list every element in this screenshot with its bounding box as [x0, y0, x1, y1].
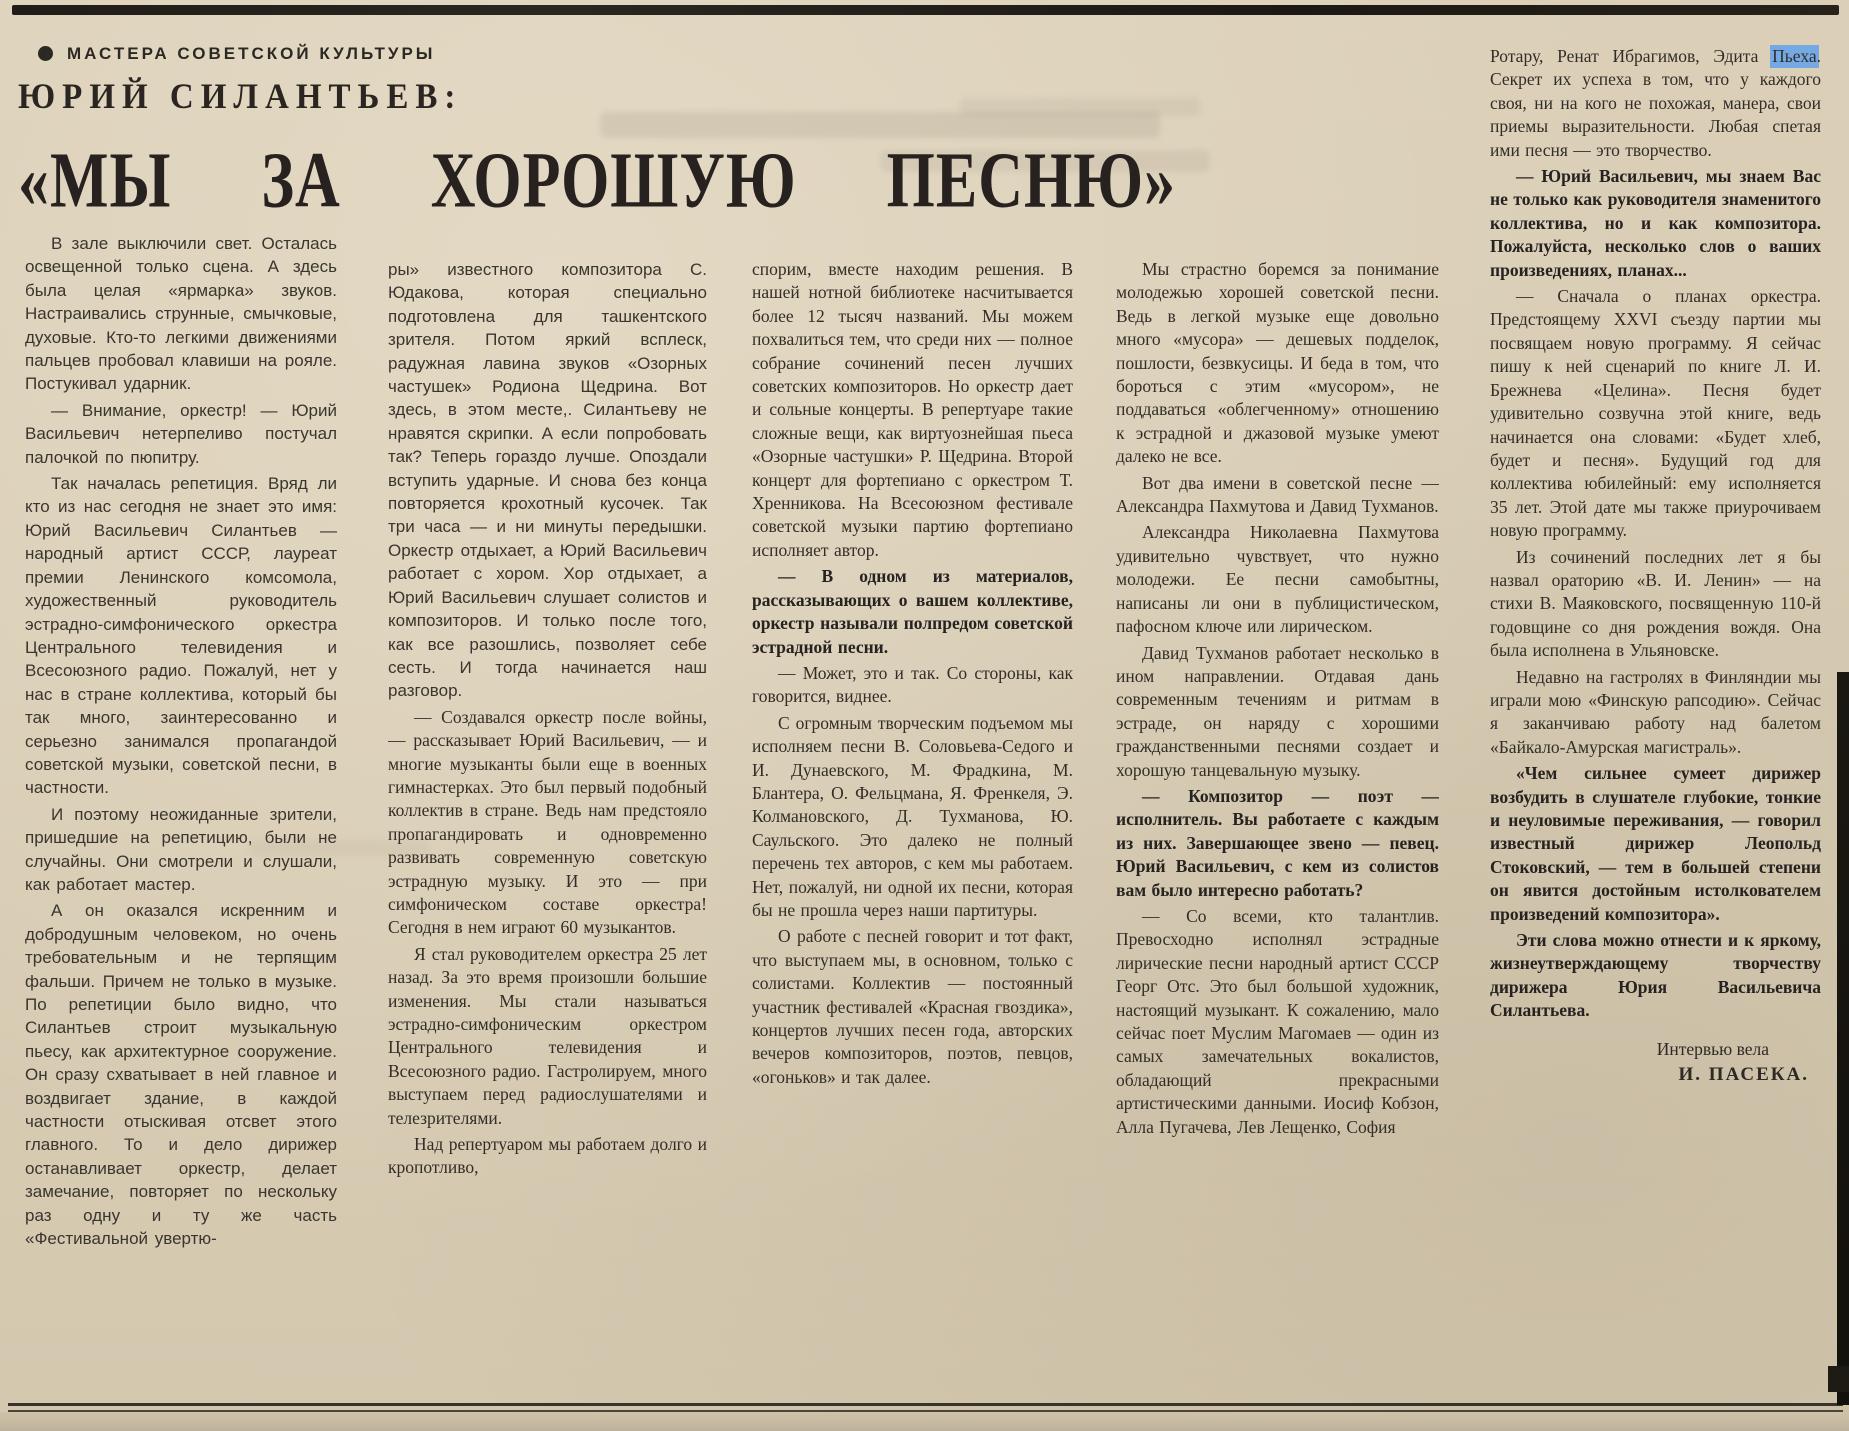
paragraph: — Внимание, оркестр! — Юрий Васильевич нетерпеливо постучал палочкой по пюпитру. [25, 400, 337, 467]
headline-word: ХОРОШУЮ [430, 137, 797, 225]
text-column-4 [1116, 258, 1439, 1395]
text-column-1 [25, 232, 337, 1395]
paragraph: — В одном из материалов, рассказывающих о вашем коллективе, оркестр называли полпредом советской эстрадной песни. [752, 566, 1073, 657]
signature-name: И. ПАСЕКА. [1678, 1063, 1809, 1085]
paragraph: Давид Тухманов работает несколько в ином направлении. Отдавая дань современным течениям и ритмам в эстраде, он наряду с хорошими гражданственными песнями создает и хорошую танцевальную музыку. [1116, 642, 1439, 780]
paragraph: А он оказался искренним и добродушным человеком, но очень требовательным и не терпящим фальши. Причем не только в музыке. По репетиции было видно, что Силантьев строит музыкальную пьесу, как архитектурное сооружение. Он сразу схватывает в ней главное и воздвигает здание, в каждой частности отыскивая отсвет этого главного. То и дело дирижер останавливает оркестр, делает замечание, повторяет по нескольку раз одну и ту же часть «Фестивальной увертю- [25, 901, 337, 1249]
paragraph: В зале выключили свет. Осталась освещенной только сцена. А здесь была целая «ярмарка» звуков. Настраивались струнные, смычковые, духовые. Кто-то легкими движениями пальцев пробовал клавиши на рояле. Постукивал ударник. [25, 234, 337, 394]
bleed-through-smudge [960, 98, 1200, 116]
paragraph: И поэтому неожиданные зрители, пришедшие на репетицию, были не случайны. Они смотрели и слушали, как работает мастер. [25, 804, 337, 894]
top-rule [12, 5, 1839, 15]
page-edge-shadow [0, 1412, 1849, 1431]
text-column-3 [752, 258, 1073, 1395]
paragraph: Мы страстно боремся за понимание молодежью хорошей советской песни. Ведь в легкой музыке еще довольно много «мусора» — дешевых подделок, пошлости, безвкусицы. И беда в том, что бороться с этим «мусором», не поддаваться «облегченному» отношению к эстрадной и джазовой музыке умеют далеко не все. [1116, 259, 1439, 467]
paragraph: Ротару, Ренат Ибрагимов, Эдита Пьеха. Секрет их успеха в том, что у каждого своя, ни на кого не похожая, манера, свои приемы выразительности. Любая спетая ими песня — это творчество. [1490, 46, 1821, 160]
text-column-2 [388, 258, 707, 1395]
headline-word: ЗА [261, 137, 341, 225]
paragraph: Вот два имени в советской песне — Александра Пахмутова и Давид Тухманов. [1116, 472, 1439, 517]
paragraph: — Композитор — поэт — исполнитель. Вы работаете с каждым из них. Завершающее звено — певец. Юрий Васильевич, с кем из солистов вам было интересно работать? [1116, 785, 1439, 900]
paragraph: ры» известного композитора С. Юдакова, которая специально подготовлена для ташкентского зрителя. Потом яркий всплеск, радужная лавина звуков «Озорных частушек» Родиона Щедрина. Вот здесь, в этом месте,. Силантьеву не нравятся скрипки. А если попробовать так? Теперь гораздо лучше. Опоздали вступить ударные. И снова без конца повторяется крохотный кусочек. Так три часа — и ни минуты передышки. Оркестр отдыхает, а Юрий Васильевич работает с хором. Хор отдыхает, а Юрий Васильевич слушает солистов и композиторов. И только после того, как все разошлись, позволяет себе сесть. И тогда начинается наш разговор. [388, 260, 707, 701]
paragraph: Так началась репетиция. Вряд ли кто из нас сегодня не знает это имя: Юрий Васильевич Силантьев — народный артист СССР, лауреат премии Ленинского комсомола, художественный руководитель эстрадно-симфонического оркестра Центрального телевидения и Всесоюзного радио. Пожалуй, нет у нас в стране коллектива, который бы так много, заинтересованно и серьезно занимался пропагандой советской музыки, советской песни, в частности. [25, 474, 337, 798]
paragraph: Александра Николаевна Пахмутова удивительно чувствует, что нужно молодежи. Ее песни самобытны, написаны ли они в публицистическом, пафосном ключе или лирическом. [1116, 522, 1439, 637]
paragraph: — Сначала о планах оркестра. Предстоящему XXVI съезду партии мы посвящаем новую программу. Я сейчас пишу к ней сценарий по книге Л. И. Брежнева «Целина». Песня будет удивительно созвучна этой книге, ведь начинается она словами: «Будет хлеб, будет и песня». Будущий год для коллектива юбилейный: ему исполняется 35 лет. Этой дате мы также приурочиваем новую программу. [1490, 286, 1821, 541]
paragraph: Из сочинений последних лет я бы назвал ораторию «В. И. Ленин» — на стихи В. Маяковского, посвященную 110-й годовщине со дня рождения вождя. Она была исполнена в Ульяновске. [1490, 546, 1821, 661]
paragraph: «Чем сильнее сумеет дирижер возбудить в слушателе глубокие, тонкие и неуловимые переживания, — говорил известный дирижер Леопольд Стоковский, — тем в большей степени он явится достойным истолкователем произведений композитора». [1490, 763, 1821, 924]
paragraph: Недавно на гастролях в Финляндии мы играли мою «Финскую рапсодию». Сейчас я заканчиваю работу над балетом «Байкало-Амурская магистраль». [1490, 666, 1821, 757]
paragraph: Я стал руководителем оркестра 25 лет назад. За это время произошли большие изменения. Мы стали называться эстрадно-симфоническим оркестром Центрального телевидения и Всесоюзного радио. Гастролируем, много выступаем перед радиослушателями и телезрителями. [388, 943, 707, 1128]
section-kicker [38, 44, 598, 64]
paragraph: — Создавался оркестр после войны, — рассказывает Юрий Васильевич, — и многие музыканты были еще в военных гимнастерках. Это был первый подобный коллектив в стране. Ведь нам предстояло пропагандировать и одновременно развивать современную советскую эстрадную музыку. И это — при симфоническом составе оркестра! Сегодня в нем играют 60 музыкантов. [388, 706, 707, 938]
paragraph: Эти слова можно отнести и к яркому, жизнеутверждающему творчеству дирижера Юрия Васильевича Силантьева. [1490, 930, 1821, 1021]
signature-block [1490, 1039, 1821, 1086]
text-column-5 [1490, 45, 1821, 1397]
paragraph: — Может, это и так. Со стороны, как говорится, виднее. [752, 662, 1073, 707]
adjacent-column-mark [1828, 1366, 1849, 1392]
article-headline [18, 136, 1176, 227]
headline-word: «МЫ [18, 137, 172, 225]
interviewee-name: ЮРИЙ СИЛАНТЬЕВ: [18, 78, 463, 117]
paragraph: Над репертуаром мы работаем долго и кропотливо, [388, 1134, 707, 1178]
paragraph: С огромным творческим подъемом мы исполняем песни В. Соловьева-Седого и И. Дунаевского, М. Фрадкина, М. Блантера, О. Фельцмана, Я. Френкеля, Э. Колмановского, Д. Тухманова, Ю. Саульского. Это далеко не полный перечень тех авторов, с кем мы работаем. Нет, пожалуй, ни одной их песни, которая бы не прошла через наши партитуры. [752, 712, 1073, 920]
adjacent-column-rule [1837, 672, 1849, 1405]
paragraph: — Со всеми, кто талантлив. Превосходно исполнял эстрадные лирические песни народный артист СССР Георг Отс. Это был большой художник, настоящий музыкант. К сожалению, мало сейчас поет Муслим Магомаев — один из самых замечательных вокалистов, обладающий прекрасными артистическими данными. Иосиф Кобзон, Алла Пугачева, Лев Лещенко, София [1116, 905, 1439, 1137]
paragraph: спорим, вместе находим решения. В нашей нотной библиотеке насчитывается более 12 тысяч названий. Мы можем похвалиться тем, что среди них — полное собрание сочинений песен лучших советских композиторов. Но оркестр дает и сольные концерты. В репертуаре такие сложные вещи, как виртуознейшая пьеса «Озорные частушки» Р. Щедрина. Второй концерт для фортепиано с оркестром Т. Хренникова. На Всесоюзном фестивале советской музыки партию фортепиано исполняет автор. [752, 259, 1073, 560]
bottom-rule [8, 1403, 1843, 1412]
signature-role: Интервью вела [1656, 1038, 1769, 1059]
bullet-icon [38, 46, 53, 61]
paragraph: — Юрий Васильевич, мы знаем Вас не только как руководителя знаменитого коллектива, но и как композитора. Пожалуйста, несколько слов о ваших произведениях, планах... [1490, 166, 1821, 280]
kicker-label: МАСТЕРА СОВЕТСКОЙ КУЛЬТУРЫ [67, 44, 436, 63]
paragraph: О работе с песней говорит и тот факт, что выступаем мы, в основном, только с солистами. Коллектив — постоянный участник фестивалей «Красная гвоздика», концертов лучших песен года, авторских вечеров композиторов, поэтов, певцов, «огоньков» и так далее. [752, 926, 1073, 1087]
search-highlight: Пьеха [1772, 46, 1817, 66]
headline-word: ПЕСНЮ» [886, 137, 1176, 225]
